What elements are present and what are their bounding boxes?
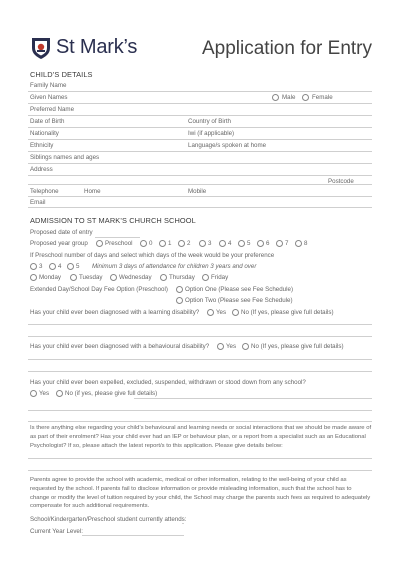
year-radio-5[interactable] [238, 240, 245, 247]
year-radio-6[interactable] [257, 240, 264, 247]
section-title-admission: ADMISSION TO ST MARK’S CHURCH SCHOOL [30, 216, 196, 225]
expelled-yes-label: Yes [39, 390, 50, 397]
mobile-label: Mobile [188, 188, 207, 195]
current-school-label: School/Kindergarten/Preschool student currently attends: [30, 516, 187, 523]
expelled-no-radio[interactable] [56, 390, 63, 397]
additional-needs-line-2[interactable] [28, 470, 372, 471]
siblings-line[interactable] [28, 163, 372, 164]
option-one-radio[interactable] [176, 286, 183, 293]
expelled-details-line-1[interactable] [134, 398, 372, 399]
days-label-5: 5 [76, 263, 80, 270]
current-year-line[interactable] [82, 535, 184, 536]
option-two-radio[interactable] [176, 297, 183, 304]
address-label: Address [30, 166, 53, 173]
days-label-3: 3 [39, 263, 43, 270]
address-line[interactable] [28, 175, 372, 176]
behaviour-details-line-2[interactable] [28, 371, 372, 372]
dob-line[interactable] [28, 127, 372, 128]
home-label: Home [84, 188, 101, 195]
day-radio-tuesday[interactable] [70, 274, 77, 281]
year-radio-preschool[interactable] [96, 240, 103, 247]
school-crest-logo [30, 36, 52, 60]
day-label-friday: Friday [211, 274, 229, 281]
expelled-question: Has your child ever been expelled, excluded, suspended, withdrawn or stood down from any school? [30, 379, 306, 386]
family-name-label: Family Name [30, 82, 67, 89]
day-label-thursday: Thursday [169, 274, 195, 281]
address-line-2[interactable] [28, 184, 372, 185]
behaviour-yes-radio[interactable] [217, 343, 224, 350]
preferred-name-line[interactable] [28, 115, 372, 116]
year-radio-4[interactable] [219, 240, 226, 247]
current-school-line[interactable] [182, 523, 184, 524]
year-label-7: 7 [285, 240, 289, 247]
learning-details-line-1[interactable] [28, 324, 372, 325]
proposed-date-line[interactable] [95, 237, 140, 238]
year-label-6: 6 [266, 240, 270, 247]
ethnicity-line[interactable] [28, 151, 372, 152]
learning-no-label: No (If yes, please give full details) [241, 309, 334, 316]
form-title: Application for Entry [201, 38, 372, 59]
expelled-no-label: No (if yes, please give full details) [65, 390, 158, 397]
female-radio[interactable] [302, 94, 309, 101]
behavioural-disability-question: Has your child ever been diagnosed with a behavioural disability? [30, 343, 210, 350]
languages-label: Language/s spoken at home [188, 142, 267, 149]
day-radio-wednesday[interactable] [110, 274, 117, 281]
days-radio-4[interactable] [49, 263, 56, 270]
school-name: St Mark’s [56, 36, 138, 58]
year-radio-2[interactable] [178, 240, 185, 247]
expelled-details-line-2[interactable] [28, 410, 372, 411]
year-radio-8[interactable] [295, 240, 302, 247]
day-label-wednesday: Wednesday [119, 274, 152, 281]
male-label: Male [282, 94, 296, 101]
year-radio-3[interactable] [199, 240, 206, 247]
year-label-4: 4 [228, 240, 232, 247]
given-names-label: Given Names [30, 94, 68, 101]
male-radio[interactable] [272, 94, 279, 101]
postcode-label: Postcode [328, 178, 354, 185]
additional-needs-paragraph: Is there anything else regarding your child’s behavioural and learning needs or social interactions that we should be made aware of as part of their enrolment? Has your child ever had an IEP or behaviour plan, or a report from a specialist such as an Educational Psychologist? If so, please attach the latest report/s to this application. Please give details below: [30, 425, 372, 449]
year-label-1: 1 [168, 240, 172, 247]
learning-details-line-2[interactable] [28, 336, 372, 337]
year-radio-7[interactable] [276, 240, 283, 247]
year-label-8: 8 [304, 240, 308, 247]
ethnicity-label: Ethnicity [30, 142, 54, 149]
expelled-details-line-3[interactable] [28, 421, 372, 422]
given-names-line[interactable] [28, 103, 372, 104]
proposed-date-label: Proposed date of entry [30, 229, 93, 236]
preferred-name-label: Preferred Name [30, 106, 75, 113]
email-line[interactable] [28, 207, 372, 208]
expelled-yes-radio[interactable] [30, 390, 37, 397]
email-label: Email [30, 199, 46, 206]
day-label-tuesday: Tuesday [79, 274, 103, 281]
learning-no-radio[interactable] [232, 309, 239, 316]
day-radio-thursday[interactable] [160, 274, 167, 281]
year-label-3: 3 [208, 240, 212, 247]
telephone-label: Telephone [30, 188, 59, 195]
current-year-label: Current Year Level: [30, 528, 83, 535]
days-label-4: 4 [58, 263, 62, 270]
learning-yes-label: Yes [216, 309, 227, 316]
siblings-label: Siblings names and ages [30, 154, 100, 161]
learning-disability-question: Has your child ever been diagnosed with a learning disability? [30, 309, 200, 316]
minimum-days-note: Minimum 3 days of attendance for children 3 years and over [92, 263, 257, 270]
family-name-line[interactable] [28, 91, 372, 92]
days-radio-3[interactable] [30, 263, 37, 270]
behaviour-no-radio[interactable] [242, 343, 249, 350]
option-two-label: Option Two (Please see Fee Schedule) [185, 297, 293, 304]
learning-yes-radio[interactable] [207, 309, 214, 316]
day-label-monday: Monday [39, 274, 62, 281]
telephone-line[interactable] [28, 196, 372, 197]
year-label-2: 2 [187, 240, 191, 247]
day-radio-monday[interactable] [30, 274, 37, 281]
year-radio-0[interactable] [140, 240, 147, 247]
extended-day-label: Extended Day/School Day Fee Option (Preschool) [30, 286, 168, 293]
year-label-preschool: Preschool [105, 240, 133, 247]
dob-label: Date of Birth [30, 118, 65, 125]
behaviour-no-label: No (If yes, please give full details) [251, 343, 344, 350]
agreement-paragraph: Parents agree to provide the school with academic, medical or other information, relating to the well-being of your child as requested by the school. If parents fail to disclose information or provide misleading information, such that the school has to change or modify the level of tuition required by your child, the School may charge the parents such fees as required to adequately compensate for such additional requirements. [30, 477, 371, 510]
preschool-days-question: If Preschool number of days and select which days of the week would be your preference [30, 252, 275, 259]
days-radio-5[interactable] [67, 263, 74, 270]
year-label-0: 0 [149, 240, 153, 247]
section-title-child: CHILD’S DETAILS [30, 70, 93, 79]
behaviour-yes-label: Yes [226, 343, 237, 350]
nationality-line[interactable] [28, 139, 372, 140]
iwi-label: Iwi (if applicable) [188, 130, 235, 137]
year-label-5: 5 [247, 240, 251, 247]
day-radio-friday[interactable] [202, 274, 209, 281]
nationality-label: Nationality [30, 130, 59, 137]
additional-needs-line-1[interactable] [28, 458, 372, 459]
behaviour-details-line-1[interactable] [28, 359, 372, 360]
proposed-year-label: Proposed year group [30, 240, 88, 247]
option-one-label: Option One (Please see Fee Schedule) [185, 286, 294, 293]
country-of-birth-label: Country of Birth [188, 118, 231, 125]
year-radio-1[interactable] [159, 240, 166, 247]
female-label: Female [312, 94, 333, 101]
